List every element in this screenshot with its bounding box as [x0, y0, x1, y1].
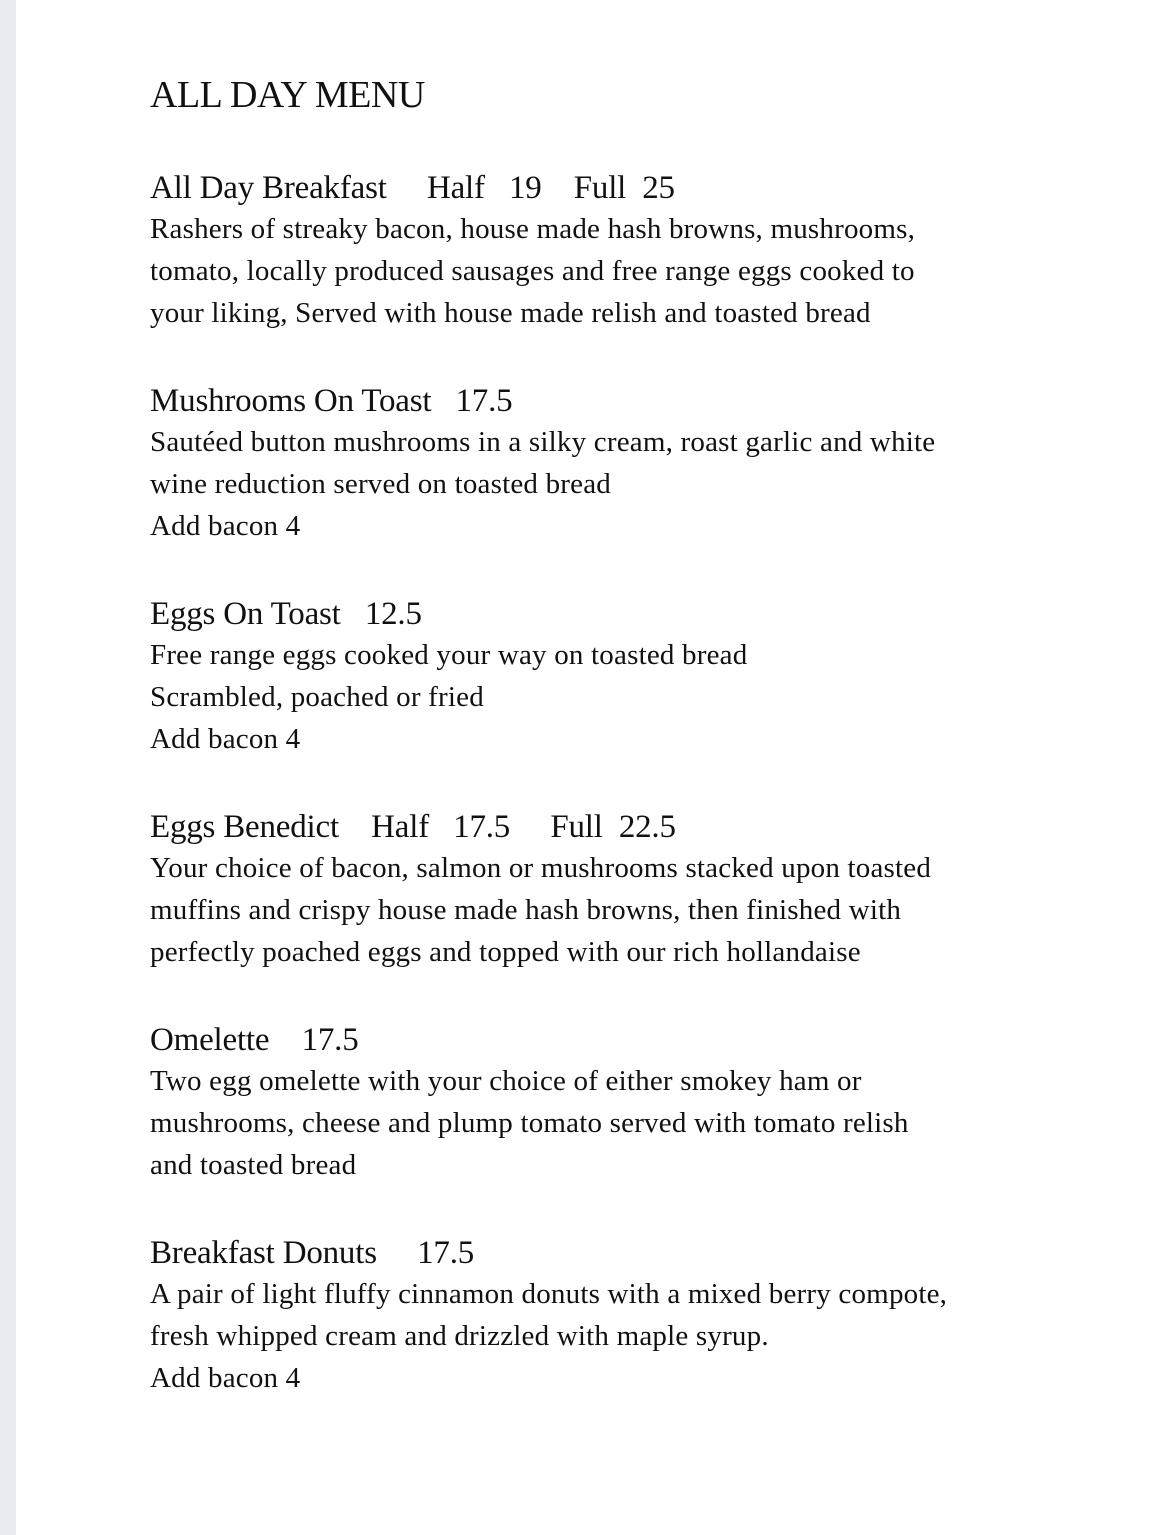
- item-name: Eggs Benedict: [150, 809, 339, 845]
- menu-item-mushrooms-on-toast: [150, 381, 1110, 547]
- item-name: Breakfast Donuts: [150, 1235, 377, 1271]
- menu-title: ALL DAY MENU: [150, 74, 425, 116]
- item-price: 12.5: [364, 596, 422, 632]
- item-heading: [150, 168, 1110, 208]
- item-price: 17.5: [417, 1235, 475, 1271]
- item-description-line: Your choice of bacon, salmon or mushrooms stacked upon toasted: [150, 852, 932, 884]
- menu-content: [150, 72, 1110, 1399]
- item-description-line: A pair of light fluffy cinnamon donuts with a mixed berry compote,: [150, 1278, 948, 1310]
- item-addon: Add bacon 4: [150, 1362, 301, 1394]
- item-description-line: muffins and crispy house made hash browns, then finished with: [150, 894, 902, 926]
- menu-item-omelette: [150, 1020, 1110, 1186]
- item-description-line: your liking, Served with house made relish and toasted bread: [150, 297, 871, 329]
- menu-item-breakfast-donuts: [150, 1233, 1110, 1399]
- item-name: Mushrooms On Toast: [150, 383, 432, 419]
- item-name: Omelette: [150, 1022, 270, 1058]
- item-description-line: Free range eggs cooked your way on toasted bread: [150, 639, 748, 671]
- item-description-line: fresh whipped cream and drizzled with maple syrup.: [150, 1320, 769, 1352]
- item-addon: Add bacon 4: [150, 510, 301, 542]
- item-description-line: perfectly poached eggs and topped with our rich hollandaise: [150, 936, 861, 968]
- item-heading: [150, 1233, 1110, 1273]
- item-price: 17.5: [301, 1022, 359, 1058]
- item-description-line: Sautéed button mushrooms in a silky cream, roast garlic and white: [150, 426, 936, 458]
- menu-item-eggs-on-toast: [150, 594, 1110, 760]
- item-description-line: Rashers of streaky bacon, house made hash browns, mushrooms,: [150, 213, 916, 245]
- menu-page: [16, 0, 1160, 1535]
- item-description-line: wine reduction served on toasted bread: [150, 468, 611, 500]
- item-price: Half 19 Full 25: [426, 170, 675, 206]
- item-description-line: Two egg omelette with your choice of either smokey ham or: [150, 1065, 862, 1097]
- item-addon: Add bacon 4: [150, 723, 301, 755]
- item-price: 17.5: [455, 383, 513, 419]
- item-name: Eggs On Toast: [150, 596, 341, 632]
- menu-item-eggs-benedict: [150, 807, 1110, 973]
- left-margin-strip: [0, 0, 16, 1535]
- item-heading: [150, 594, 1110, 634]
- item-price: Half 17.5 Full 22.5: [371, 809, 676, 845]
- item-description-line: tomato, locally produced sausages and free range eggs cooked to: [150, 255, 915, 287]
- item-description-line: Scrambled, poached or fried: [150, 681, 484, 713]
- item-description-line: mushrooms, cheese and plump tomato served with tomato relish: [150, 1107, 909, 1139]
- item-name: All Day Breakfast: [150, 170, 387, 206]
- item-heading: [150, 381, 1110, 421]
- menu-item-all-day-breakfast: [150, 168, 1110, 334]
- item-heading: [150, 1020, 1110, 1060]
- item-heading: [150, 807, 1110, 847]
- item-description-line: and toasted bread: [150, 1149, 357, 1181]
